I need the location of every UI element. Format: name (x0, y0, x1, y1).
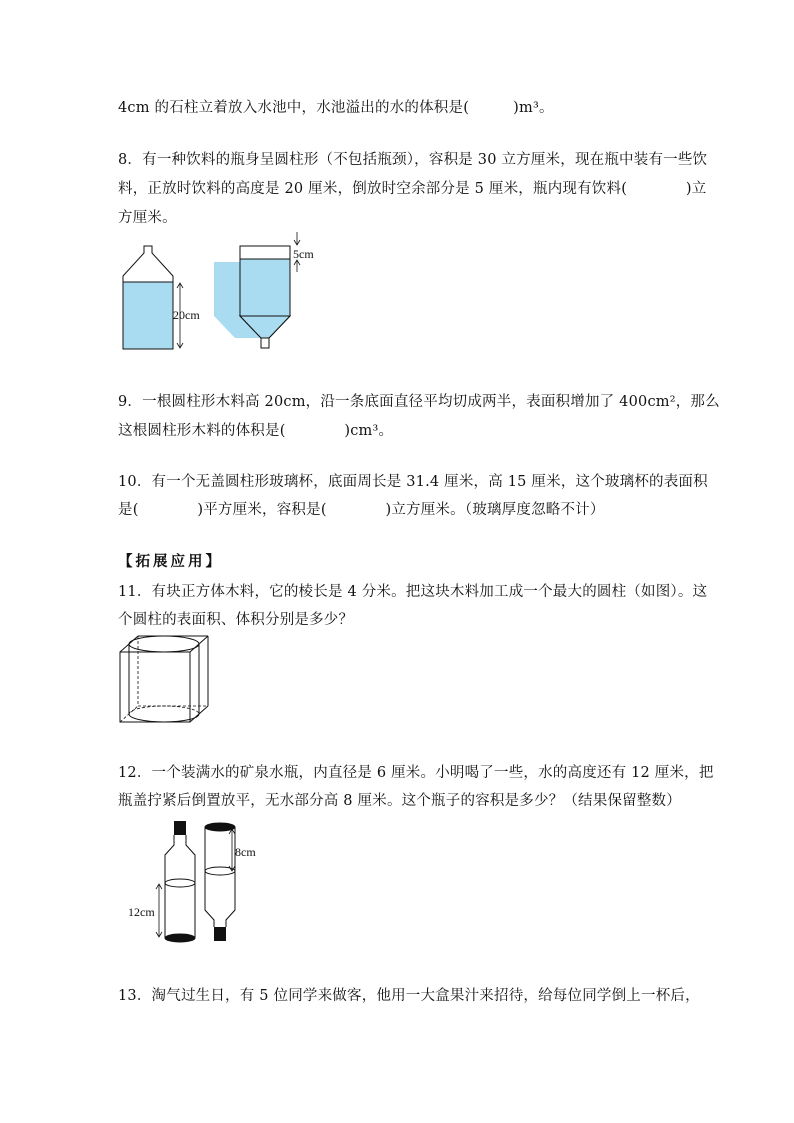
question-8-line-1: 8．有一种饮料的瓶身呈圆柱形（不包括瓶颈），容积是 30 立方厘米，现在瓶中装有一些饮 (118, 152, 708, 168)
question-12-line-1: 12．一个装满水的矿泉水瓶，内直径是 6 厘米。小明喝了一些，水的高度还有 12 厘米，把 (118, 765, 714, 781)
cube-cylinder-figure (116, 632, 216, 727)
text-line-1: 4cm 的石柱立着放入水池中，水池溢出的水的体积是( )m³。 (118, 100, 554, 116)
question-11-line-1: 11．有块正方体木料，它的棱长是 4 分米。把这块木料加工成一个最大的圆柱（如图）。这 (118, 584, 708, 600)
question-11-line-2: 个圆柱的表面积、体积分别是多少？ (118, 612, 354, 628)
question-8-line-2: 料，正放时饮料的高度是 20 厘米，倒放时空余部分是 5 厘米，瓶内现有饮料( )立 (118, 181, 707, 197)
water-bottle-figure (124, 815, 274, 950)
upright-bottle (123, 246, 200, 349)
question-10-line-2: 是( )平方厘米，容积是( )立方厘米。（玻璃厚度忽略不计） (118, 502, 605, 518)
question-8-line-3: 方厘米。 (118, 210, 177, 226)
height-label-20cm: 20cm (173, 308, 200, 322)
gap-label-5cm: 5cm (293, 247, 314, 261)
empty-height-8cm: 8cm (235, 845, 256, 859)
right-bottle (205, 823, 256, 941)
inverted-bottle (214, 232, 314, 348)
question-13-line-1: 13．淘气过生日，有 5 位同学来做客，他用一大盒果汁来招待，给每位同学倒上一杯后， (118, 988, 700, 1004)
question-12-line-2: 瓶盖拧紧后倒置放平，无水部分高 8 厘米。这个瓶子的容积是多少？（结果保留整数） (118, 793, 681, 809)
question-9-line-1: 9．一根圆柱形木料高 20cm，沿一条底面直径平均切成两半，表面积增加了 400cm²，那么 (118, 394, 720, 410)
question-9-line-2: 这根圆柱形木料的体积是( )cm³。 (118, 423, 394, 439)
left-bottle (128, 821, 195, 942)
water-height-12cm: 12cm (128, 905, 155, 919)
question-10-line-1: 10．有一个无盖圆柱形玻璃杯，底面周长是 31.4 厘米，高 15 厘米，这个玻璃杯的表面积 (118, 474, 708, 490)
section-heading: 【拓展应用】 (118, 554, 223, 570)
bottle-figure (110, 228, 340, 358)
